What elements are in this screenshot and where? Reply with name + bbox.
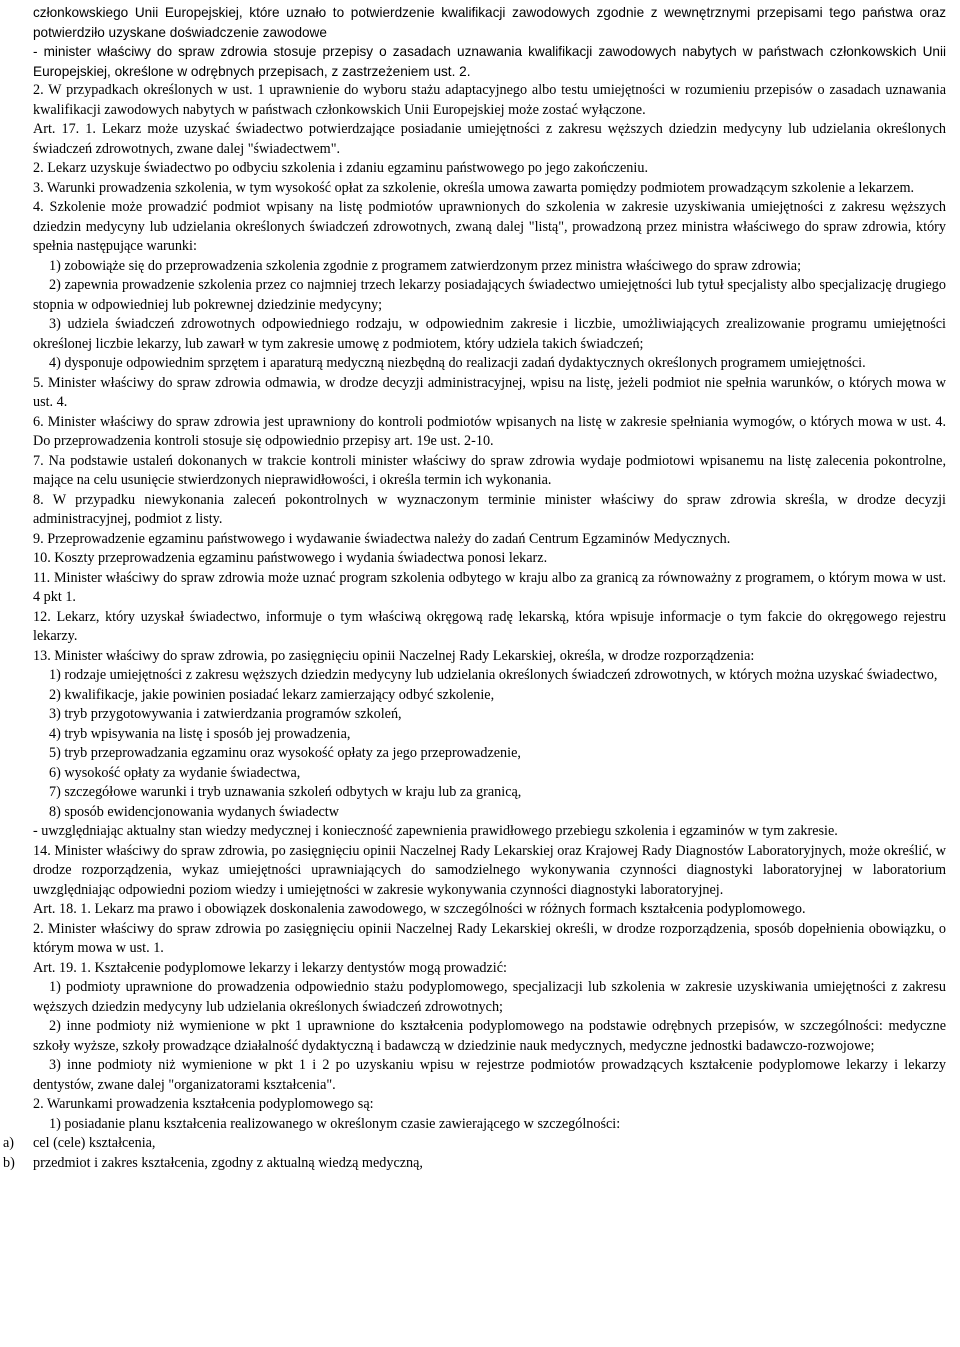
paragraph-8 xyxy=(33,276,946,315)
paragraph-text: 4) dysponuje odpowiednim sprzętem i aparaturą medyczną niezbędną do realizacji zadań dydaktycznych określonych programem umiejętności. xyxy=(49,355,866,371)
paragraph-text: cel (cele) kształcenia, xyxy=(33,1135,156,1151)
paragraph-34 xyxy=(33,1017,946,1056)
paragraph-text: - minister właściwy do spraw zdrowia stosuje przepisy o zasadach uznawania kwalifikacji zawodowych nabytych w państwach członkowskich Unii Europejskiej, określone w odrębnych przepisach, z zastrzeżeniem ust. 2. xyxy=(33,44,946,79)
paragraph-text: 1. Lekarz ma prawo i obowiązek doskonalenia zawodowego, w szczególności w różnych formach kształcenia podyplomowego. xyxy=(76,901,806,917)
article-heading: Art. 17. xyxy=(33,121,80,137)
paragraph-5 xyxy=(33,179,946,199)
paragraph-38 xyxy=(3,1134,946,1154)
paragraph-4 xyxy=(33,159,946,179)
paragraph-22 xyxy=(33,705,946,725)
paragraph-text: 5) tryb przeprowadzania egzaminu oraz wysokość opłaty za jego przeprowadzenie, xyxy=(49,745,521,761)
paragraph-text: 14. Minister właściwy do spraw zdrowia, po zasięgnięciu opinii Naczelnej Rady Lekarskiej oraz Krajowej Rady Diagnostów Laboratoryjnych, może określić, w drodze rozporządzenia, wykaz umiejętności uprawniających do samodzielnego wykonywania czynności diagnostyki laboratoryjnej w laboratorium uwzględniając odpowiedni poziom wiedzy i umiejętności w zakresie wykonywania czynności diagnostyki laboratoryjnej. xyxy=(33,842,946,898)
paragraph-14 xyxy=(33,491,946,530)
paragraph-0 xyxy=(33,3,946,42)
paragraph-26 xyxy=(33,783,946,803)
paragraph-text: 5. Minister właściwy do spraw zdrowia odmawia, w drodze decyzji administracyjnej, wpisu na listę, jeżeli podmiot nie spełnia warunków, o których mowa w ust. 4. xyxy=(33,374,946,410)
paragraph-text: 10. Koszty przeprowadzenia egzaminu państwowego i wydania świadectwa ponosi lekarz. xyxy=(33,550,548,566)
paragraph-text: 4. Szkolenie może prowadzić podmiot wpisany na listę podmiotów uprawnionych do szkolenia w zakresie uzyskiwania umiejętności z zakresu węższych dziedzin medycyny lub udzielania określonych świadczeń zdrowotnych, zwaną dalej "listą", prowadzoną przez ministra właściwego do spraw zdrowia, który spełnia następujące warunki: xyxy=(33,199,946,254)
paragraph-18 xyxy=(33,608,946,647)
paragraph-text: 1) podmioty uprawnione do prowadzenia odpowiednio stażu podyplomowego, specjalizacji lub szkolenia w zakresie uzyskiwania umiejętności z zakresu węższych dziedzin medycyny lub udzielania określonych świadczeń zdrowotnych; xyxy=(33,979,946,1015)
paragraph-27 xyxy=(33,803,946,823)
paragraph-text: 1. Kształcenie podyplomowe lekarzy i lekarzy dentystów mogą prowadzić: xyxy=(76,959,507,976)
paragraph-text: 1) posiadanie planu kształcenia realizowanego w określonym czasie zawierającego w szczególności: xyxy=(49,1115,621,1132)
paragraph-9 xyxy=(33,315,946,354)
paragraph-text: 6) wysokość opłaty za wydanie świadectwa, xyxy=(49,764,301,781)
paragraph-21 xyxy=(33,686,946,706)
paragraph-1 xyxy=(33,42,946,81)
paragraph-text: - uwzględniając aktualny stan wiedzy medycznej i konieczność zapewnienia prawidłowego przebiegu szkolenia i egzaminów w tym zakresie. xyxy=(33,823,838,839)
paragraph-17 xyxy=(33,569,946,608)
paragraph-text: 11. Minister właściwy do spraw zdrowia może uznać program szkolenia odbytego w kraju albo za granicą za równoważny z programem, o którym mowa w ust. 4 pkt 1. xyxy=(33,569,946,605)
paragraph-text: 1. Lekarz może uzyskać świadectwo potwierdzające posiadanie umiejętności z zakresu węższych dziedzin medycyny lub udzielania określonych świadczeń zdrowotnych, zwane dalej "świadectwem". xyxy=(33,121,946,157)
paragraph-24 xyxy=(33,744,946,764)
article-heading: Art. 18. xyxy=(33,901,77,917)
paragraph-28 xyxy=(33,822,946,842)
paragraph-text: 2. Warunkami prowadzenia kształcenia podyplomowego są: xyxy=(33,1096,374,1112)
paragraph-text: 4) tryb wpisywania na listę i sposób jej prowadzenia, xyxy=(49,725,351,742)
paragraph-text: 2) inne podmioty niż wymienione w pkt 1 uprawnione do kształcenia podyplomowego na podstawie odrębnych przepisów, w szczególności: medyczne szkoły wyższe, szkoły prowadzące działalność dydaktyczną i badawczą w dziedzinie nauk medycznych, medyczne jednostki badawczo-rozwojowe; xyxy=(33,1018,946,1054)
paragraph-25 xyxy=(33,764,946,784)
paragraph-37 xyxy=(33,1115,946,1135)
paragraph-text: 3. Warunki prowadzenia szkolenia, w tym wysokość opłat za szkolenie, określa umowa zawarta pomiędzy podmiotem prowadzącym szkolenie a lekarzem. xyxy=(33,179,915,196)
paragraph-text: członkowskiego Unii Europejskiej, które uznało to potwierdzenie kwalifikacji zawodowych zgodnie z wewnętrznymi przepisami tego państwa oraz potwierdziło uzyskane doświadczenie zawodowe xyxy=(33,5,946,40)
paragraph-text: 6. Minister właściwy do spraw zdrowia jest uprawniony do kontroli podmiotów wpisanych na listę w zakresie spełniania wymogów, o których mowa w ust. 4. Do przeprowadzenia kontroli stosuje się odpowiednio przepisy art. 19e ust. 2-10. xyxy=(33,413,946,449)
paragraph-3 xyxy=(33,120,946,159)
list-marker: b) xyxy=(3,1154,15,1171)
paragraph-2 xyxy=(33,81,946,120)
paragraph-text: 2) kwalifikacje, jakie powinien posiadać lekarz zamierzający odbyć szkolenie, xyxy=(49,686,495,703)
paragraph-11 xyxy=(33,374,946,413)
paragraph-text: 2. W przypadkach określonych w ust. 1 uprawnienie do wyboru stażu adaptacyjnego albo testu umiejętności w rozumieniu przepisów o zasadach uznawania kwalifikacji zawodowych nabytych w państwach członkowskich Unii Europejskiej może zostać wyłączone. xyxy=(33,82,946,118)
paragraph-text: 8) sposób ewidencjonowania wydanych świadectw xyxy=(49,803,339,820)
paragraph-33 xyxy=(33,978,946,1017)
paragraph-7 xyxy=(33,257,946,277)
paragraph-text: 7. Na podstawie ustaleń dokonanych w trakcie kontroli minister właściwy do spraw zdrowia wydaje podmiotowi wpisanemu na listę zalecenia pokontrolne, mające na celu usunięcie stwierdzonych nieprawidłowości, i określa termin ich wykonania. xyxy=(33,452,946,488)
paragraph-13 xyxy=(33,452,946,491)
paragraph-text: 7) szczegółowe warunki i tryb uznawania szkoleń odbytych w kraju lub za granicą, xyxy=(49,784,522,800)
list-marker: a) xyxy=(3,1135,15,1151)
paragraph-35 xyxy=(33,1056,946,1095)
paragraph-text: 3) tryb przygotowywania i zatwierdzania programów szkoleń, xyxy=(49,706,402,722)
paragraph-10 xyxy=(33,354,946,374)
paragraph-23 xyxy=(33,725,946,745)
paragraph-12 xyxy=(33,413,946,452)
paragraph-text: 8. W przypadku niewykonania zaleceń pokontrolnych w wyznaczonym terminie minister właściwy do spraw zdrowia skreśla, w drodze decyzji administracyjnej, podmiot z listy. xyxy=(33,491,946,527)
paragraph-text: przedmiot i zakres kształcenia, zgodny z aktualną wiedzą medyczną, xyxy=(33,1154,423,1171)
paragraph-text: 9. Przeprowadzenie egzaminu państwowego i wydawanie świadectwa należy do zadań Centrum Egzaminów Medycznych. xyxy=(33,530,731,547)
paragraph-text: 1) zobowiąże się do przeprowadzenia szkolenia zgodnie z programem zatwierdzonym przez ministra właściwego do spraw zdrowia; xyxy=(49,257,802,274)
paragraph-text: 2. Minister właściwy do spraw zdrowia po zasięgnięciu opinii Naczelnej Rady Lekarskiej określi, w drodze rozporządzenia, sposób dopełnienia obowiązku, o którym mowa w ust. 1. xyxy=(33,920,946,956)
article-heading: Art. 19. xyxy=(33,959,77,976)
paragraph-15 xyxy=(33,530,946,550)
paragraph-36 xyxy=(33,1095,946,1115)
paragraph-text: 13. Minister właściwy do spraw zdrowia, po zasięgnięciu opinii Naczelnej Rady Lekarskiej, określa, w drodze rozporządzenia: xyxy=(33,647,755,664)
paragraph-text: 12. Lekarz, który uzyskał świadectwo, informuje o tym właściwą okręgową radę lekarską, która wpisuje informacje o tym fakcie do okręgowego rejestru lekarzy. xyxy=(33,608,946,644)
paragraph-text: 2) zapewnia prowadzenie szkolenia przez co najmniej trzech lekarzy posiadających świadectwo umiejętności lub tytuł specjalisty albo specjalizację drugiego stopnia w odpowiedniej lub pokrewnej dziedzinie medycyny; xyxy=(33,277,946,313)
paragraph-19 xyxy=(33,647,946,667)
paragraph-29 xyxy=(33,842,946,901)
paragraph-6 xyxy=(33,198,946,257)
paragraph-32 xyxy=(33,959,946,979)
paragraph-text: 2. Lekarz uzyskuje świadectwo po odbyciu szkolenia i zdaniu egzaminu państwowego po jego zakończeniu. xyxy=(33,160,648,176)
paragraph-text: 3) udziela świadczeń zdrowotnych odpowiedniego rodzaju, w odpowiednim zakresie i liczbie, umożliwiających zrealizowanie programu umiejętności określonej liczbie lekarzy, lub zawarł w tym zakresie umowę z podmiotem, który udziela takich świadczeń; xyxy=(33,316,946,352)
paragraph-text: 3) inne podmioty niż wymienione w pkt 1 i 2 po uzyskaniu wpisu w rejestrze podmiotów prowadzących kształcenie podyplomowe lekarzy i lekarzy dentystów, zwane dalej "organizatorami kształcenia". xyxy=(33,1057,946,1093)
paragraph-20 xyxy=(33,666,946,686)
paragraph-text: 1) rodzaje umiejętności z zakresu węższych dziedzin medycyny lub udzielania określonych świadczeń zdrowotnych, w których można uzyskać świadectwo, xyxy=(49,667,938,683)
paragraph-30 xyxy=(33,900,946,920)
paragraph-31 xyxy=(33,920,946,959)
paragraph-16 xyxy=(33,549,946,569)
paragraph-39 xyxy=(3,1154,946,1174)
